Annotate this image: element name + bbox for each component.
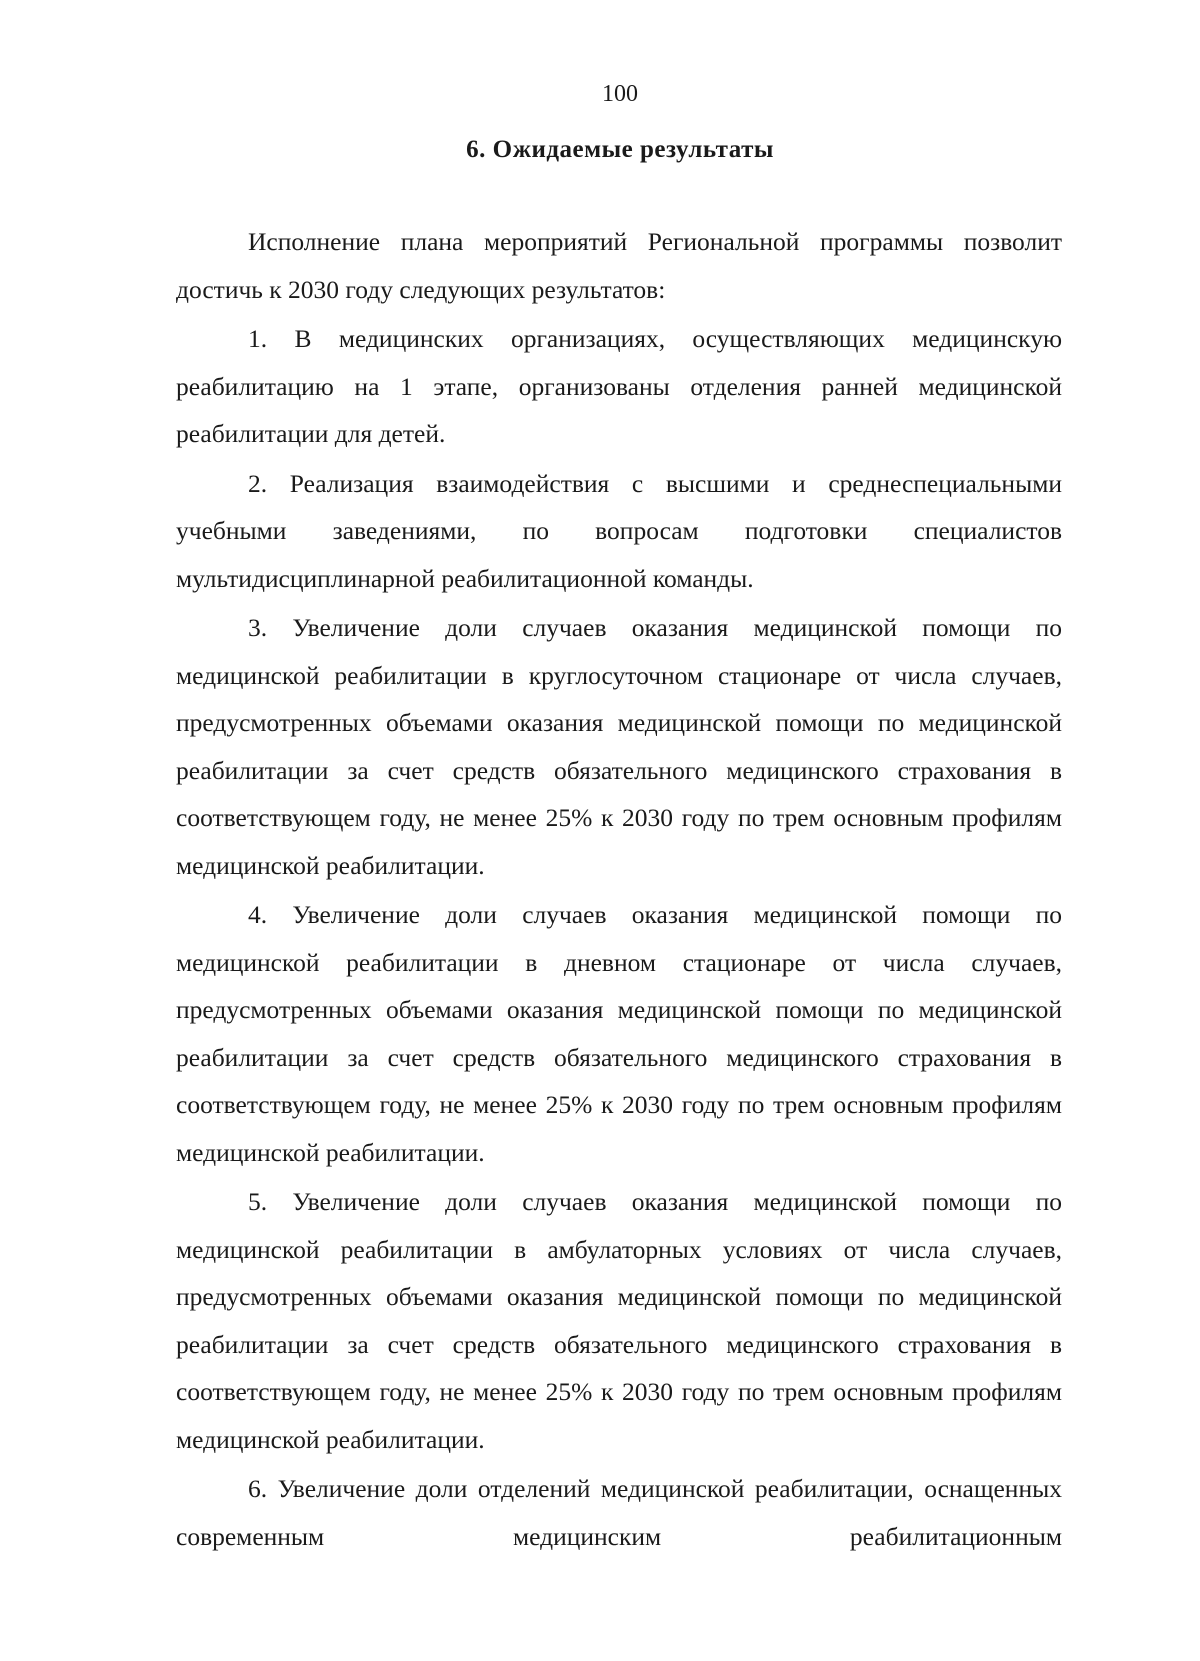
list-item-1: 1. В медицинских организациях, осуществляющих медицинскую реабилитацию на 1 этапе, организованы отделения ранней медицинской реабилитации для детей. bbox=[176, 324, 1062, 448]
page-number: 100 bbox=[602, 81, 638, 107]
list-item-6: 6. Увеличение доли отделений медицинской реабилитации, оснащенных современным медицинским реабилитационным bbox=[176, 1474, 1062, 1551]
list-item-5: 5. Увеличение доли случаев оказания медицинской помощи по медицинской реабилитации в амбулаторных условиях от числа случаев, предусмотренных объемами оказания медицинской помощи по медицинской реабилитации за счет средств обязательного медицинского страхования в соответствующем году, не менее 25% к 2030 году по трем основным профилям медицинской реабилитации. bbox=[176, 1187, 1062, 1454]
list-item-3: 3. Увеличение доли случаев оказания медицинской помощи по медицинской реабилитации в круглосуточном стационаре от числа случаев, предусмотренных объемами оказания медицинской помощи по медицинской реабилитации за счет средств обязательного медицинского страхования в соответствующем году, не менее 25% к 2030 году по трем основным профилям медицинской реабилитации. bbox=[176, 613, 1062, 880]
list-item-4: 4. Увеличение доли случаев оказания медицинской помощи по медицинской реабилитации в дневном стационаре от числа случаев, предусмотренных объемами оказания медицинской помощи по медицинской реабилитации за счет средств обязательного медицинского страхования в соответствующем году, не менее 25% к 2030 году по трем основным профилям медицинской реабилитации. bbox=[176, 900, 1062, 1167]
section-heading: 6. Ожидаемые результаты bbox=[466, 136, 774, 163]
paragraph-intro: Исполнение плана мероприятий Региональной программы позволит достичь к 2030 году следующих результатов: bbox=[176, 227, 1062, 304]
document-body bbox=[176, 218, 1062, 1562]
list-item-2: 2. Реализация взаимодействия с высшими и среднеспециальными учебными заведениями, по вопросам подготовки специалистов мультидисциплинарной реабилитационной команды. bbox=[176, 468, 1062, 593]
